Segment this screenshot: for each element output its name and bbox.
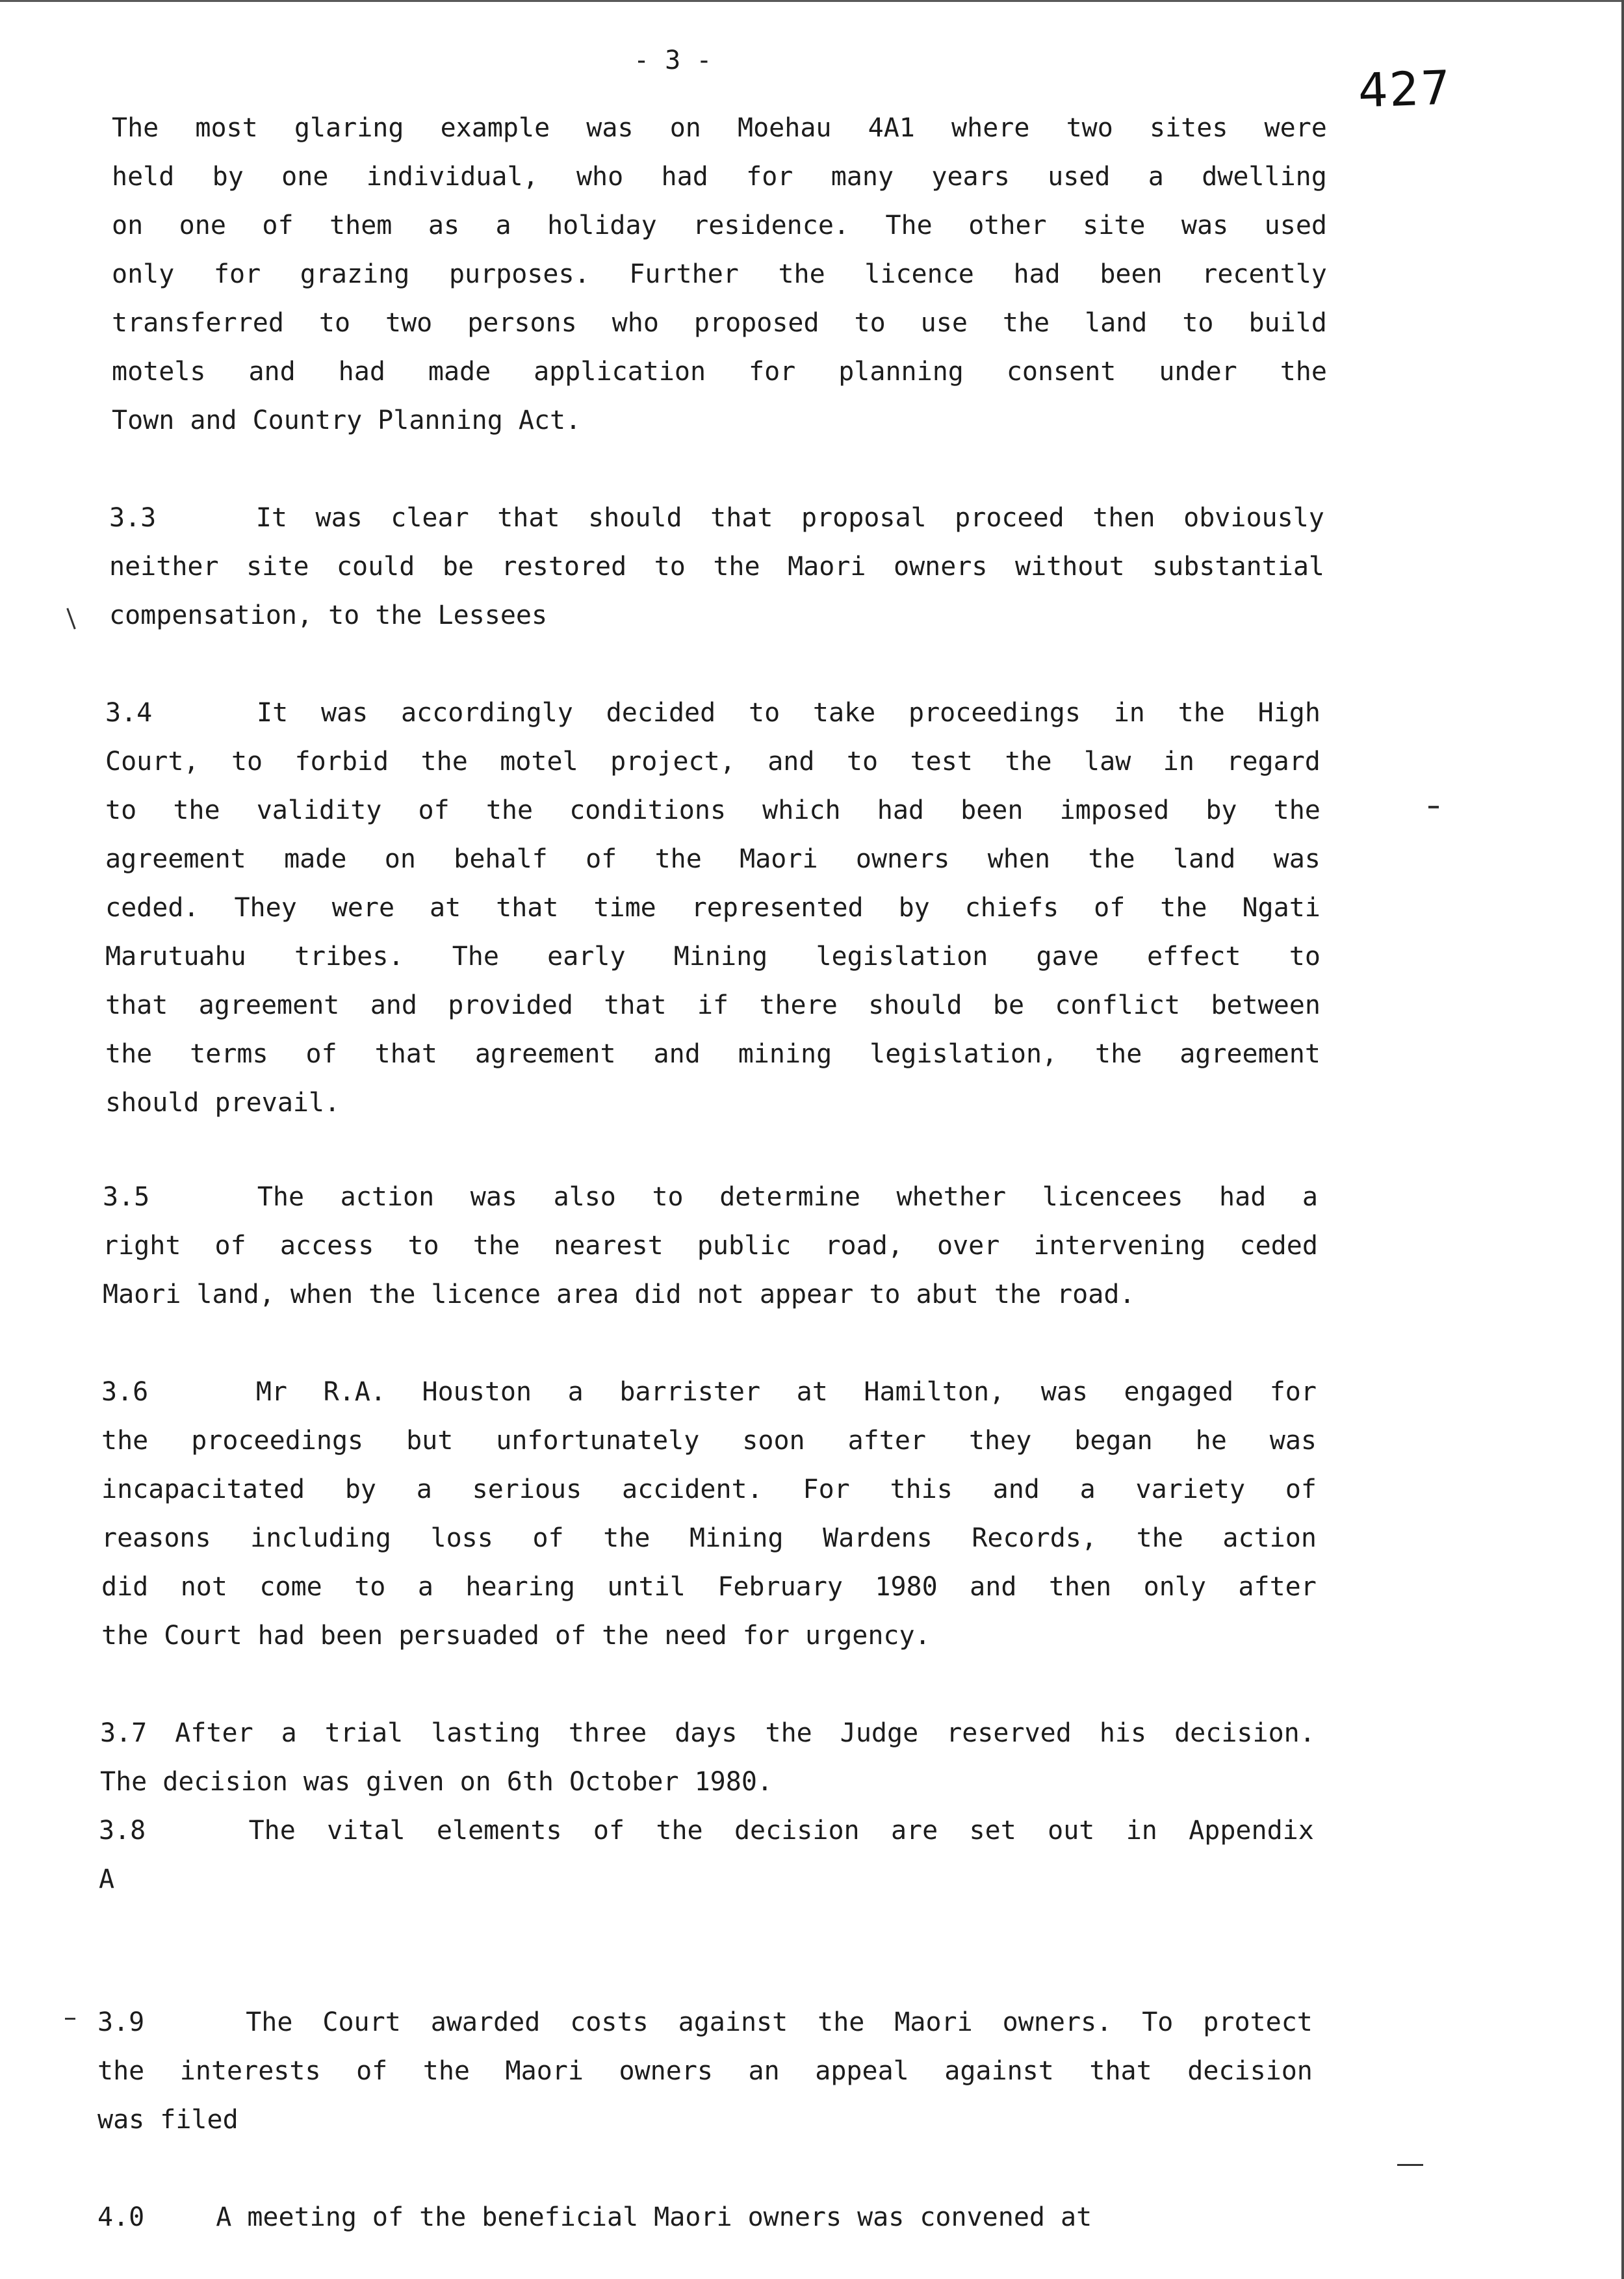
text-line: motels and had made application for planning consent under the [112, 357, 1327, 387]
text-line: 3.4 It was accordingly decided to take proceedings in the High [105, 698, 1321, 728]
text-line: Court, to forbid the motel project, and to test the law in regard [105, 747, 1321, 777]
text-line: agreement made on behalf of the Maori owners when the land was [105, 844, 1321, 874]
text-line: reasons including loss of the Mining Wardens Records, the action [101, 1523, 1317, 1553]
text-line: should prevail. [105, 1088, 341, 1118]
text-line: compensation, to the Lessees [109, 600, 548, 630]
text-line: the Court had been persuaded of the need for urgency. [101, 1621, 931, 1651]
paragraph-para-3-4 [105, 689, 1321, 1127]
text-line: 3.8 The vital elements of the decision are set out in Appendix [99, 1816, 1314, 1846]
paragraph-para-3-3 [109, 494, 1324, 640]
text-line: Maori land, when the licence area did not appear to abut the road. [103, 1280, 1135, 1309]
text-line: on one of them as a holiday residence. The other site was used [112, 211, 1327, 240]
text-line: neither site could be restored to the Maori owners without substantial [109, 552, 1324, 582]
text-line: incapacitated by a serious accident. For this and a variety of [101, 1474, 1317, 1504]
text-line: Town and Country Planning Act. [112, 406, 582, 435]
text-line: only for grazing purposes. Further the licence had been recently [112, 259, 1327, 289]
text-line: held by one individual, who had for many years used a dwelling [112, 162, 1327, 192]
paragraph-para-4-0 [97, 2193, 1313, 2242]
paragraph-para-3-6 [101, 1368, 1317, 1660]
page-top-edge [0, 0, 1624, 2]
text-line: right of access to the nearest public road, over intervening ceded [103, 1231, 1318, 1261]
paragraph-para-3-9 [97, 1998, 1313, 2144]
text-line: 3.5 The action was also to determine whether licencees had a [103, 1182, 1318, 1212]
paragraph-para-3-8 [99, 1807, 1314, 1904]
text-line: Marutuahu tribes. The early Mining legislation gave effect to [105, 942, 1321, 972]
text-line: The decision was given on 6th October 1980. [100, 1767, 773, 1797]
text-line: was filed [97, 2105, 238, 2135]
scan-mark [65, 2018, 75, 2020]
paragraph-para-intro [112, 104, 1327, 445]
text-line: the interests of the Maori owners an appeal against that decision [97, 2056, 1313, 2086]
paragraph-para-3-5 [103, 1173, 1318, 1319]
page-right-edge [1621, 0, 1624, 2279]
text-line: A [99, 1864, 115, 1894]
text-line: The most glaring example was on Moehau 4A1 where two sites were [112, 113, 1327, 143]
text-line: 3.9 The Court awarded costs against the Maori owners. To protect [97, 2007, 1313, 2037]
handwritten-page-stamp: 427 [1357, 60, 1452, 118]
text-line: 3.7 After a trial lasting three days the Judge reserved his decision. [100, 1718, 1315, 1748]
text-line: to the validity of the conditions which had been imposed by the [105, 795, 1321, 825]
scan-mark [1397, 2164, 1423, 2166]
text-line: the proceedings but unfortunately soon after they began he was [101, 1426, 1317, 1456]
text-line: 4.0 A meeting of the beneficial Maori owners was convened at [97, 2202, 1092, 2232]
text-line: that agreement and provided that if there should be conflict between [105, 990, 1321, 1020]
paragraph-para-3-7 [100, 1709, 1315, 1807]
text-line: ceded. They were at that time represented by chiefs of the Ngati [105, 893, 1321, 923]
text-line: did not come to a hearing until February 1980 and then only after [101, 1572, 1317, 1602]
text-line: transferred to two persons who proposed to use the land to build [112, 308, 1327, 338]
text-line: the terms of that agreement and mining legislation, the agreement [105, 1039, 1321, 1069]
text-line: 3.6 Mr R.A. Houston a barrister at Hamilton, was engaged for [101, 1377, 1317, 1407]
scan-mark [66, 608, 75, 630]
text-line: 3.3 It was clear that should that proposal proceed then obviously [109, 503, 1324, 533]
page-number: - 3 - [634, 45, 712, 75]
scan-mark [1428, 806, 1439, 808]
